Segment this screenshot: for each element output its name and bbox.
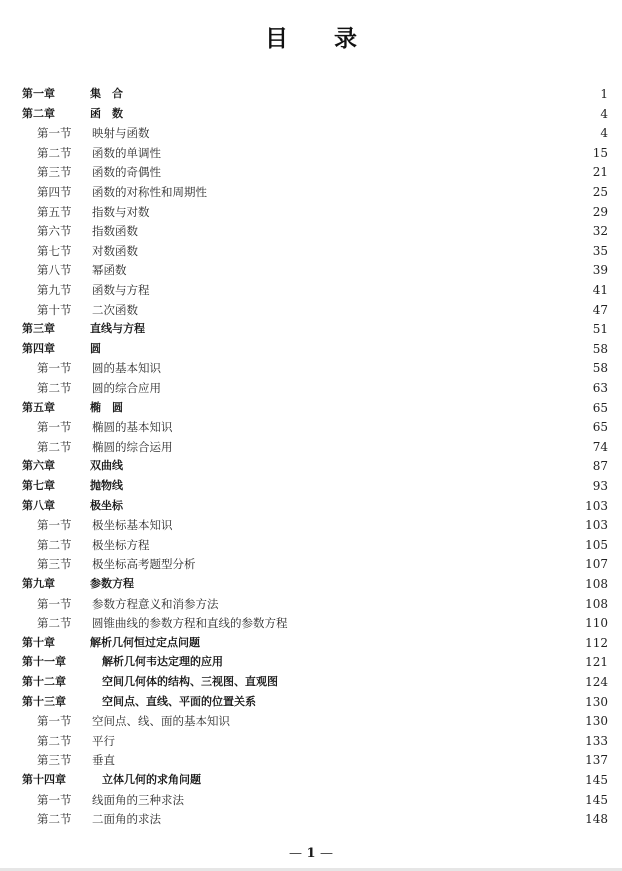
toc-entry-title: 解析几何韦达定理的应用 bbox=[102, 655, 223, 669]
toc-entry-number: 第九章 bbox=[22, 577, 55, 590]
footer-dash-left: — bbox=[288, 846, 302, 861]
toc-entry-number: 第一节 bbox=[37, 126, 72, 141]
dot-leader bbox=[166, 808, 579, 830]
toc-entry-number: 第一节 bbox=[37, 518, 72, 533]
toc-page-number: 15 bbox=[592, 145, 608, 160]
toc-entry-title: 圆 bbox=[90, 341, 101, 355]
toc-page-number: 58 bbox=[592, 361, 608, 376]
toc-page-number: 110 bbox=[585, 616, 608, 631]
toc-entry-title: 空间几何体的结构、三视图、直观图 bbox=[102, 675, 278, 688]
toc-entry-number: 第二章 bbox=[22, 106, 55, 120]
toc-entry-title: 函数的单调性 bbox=[92, 145, 161, 160]
toc-page-number: 4 bbox=[600, 106, 608, 121]
toc-entry-number: 第一节 bbox=[37, 792, 72, 807]
toc-entry-title: 线面角的三种求法 bbox=[92, 792, 184, 807]
toc-entry-title: 直线与方程 bbox=[90, 322, 145, 336]
toc-entry-number: 第十章 bbox=[22, 635, 55, 649]
toc-page-number: 124 bbox=[585, 675, 608, 689]
toc-entry-number: 第一节 bbox=[37, 420, 72, 435]
toc-entry-title: 解析几何恒过定点问题 bbox=[90, 635, 200, 649]
toc-page-number: 51 bbox=[592, 322, 608, 337]
toc-entry-number: 第三章 bbox=[22, 322, 55, 336]
toc-page-number: 25 bbox=[592, 185, 608, 199]
toc-entry-title: 集 合 bbox=[90, 87, 123, 100]
toc-entry-number: 第十节 bbox=[37, 302, 72, 317]
toc-page-number: 103 bbox=[585, 518, 608, 533]
toc-page-number: 65 bbox=[592, 420, 608, 435]
toc-page-number: 107 bbox=[585, 557, 608, 572]
toc-entry-title: 极坐标方程 bbox=[92, 537, 150, 552]
toc-page-number: 137 bbox=[585, 753, 608, 768]
toc-entry-number: 第四章 bbox=[22, 341, 55, 355]
toc-entry-number: 第二节 bbox=[37, 439, 72, 454]
toc-entry-number: 第三节 bbox=[37, 753, 72, 768]
toc-page-number: 121 bbox=[585, 655, 608, 670]
title-char-1: 目 bbox=[265, 26, 288, 52]
toc-entry-label bbox=[37, 808, 161, 830]
toc-page-number: 108 bbox=[585, 596, 608, 611]
toc-entry-number: 第三节 bbox=[37, 557, 72, 572]
toc-entry-title: 二次函数 bbox=[92, 302, 138, 317]
toc-page-number: 47 bbox=[592, 302, 608, 317]
toc-entry-number: 第四节 bbox=[37, 185, 72, 199]
toc-entry-number: 第八节 bbox=[37, 263, 72, 278]
toc-entry-number: 第二节 bbox=[37, 733, 72, 748]
toc-entry-title: 平行 bbox=[92, 733, 115, 748]
toc-entry-title: 空间点、线、面的基本知识 bbox=[92, 714, 230, 729]
toc-entry-title: 极坐标高考题型分析 bbox=[92, 557, 196, 572]
toc-page-number: 148 bbox=[585, 812, 608, 827]
toc-page-number: 65 bbox=[592, 400, 608, 415]
toc-page-number: 133 bbox=[585, 733, 608, 748]
toc-entry-number: 第二节 bbox=[37, 381, 72, 395]
toc-page-number: 29 bbox=[592, 204, 608, 219]
toc-entry-title: 函 数 bbox=[90, 106, 123, 120]
footer-dash-right: — bbox=[320, 846, 334, 861]
toc-entry-title: 函数的奇偶性 bbox=[92, 165, 161, 180]
toc-entry-title: 对数函数 bbox=[92, 243, 138, 258]
toc-entry-number: 第三节 bbox=[37, 165, 72, 180]
toc-entry-title: 参数方程 bbox=[90, 577, 134, 590]
toc-entry-number: 第五章 bbox=[22, 400, 55, 414]
toc-entry-title: 立体几何的求角问题 bbox=[102, 773, 201, 786]
toc-page-number: 41 bbox=[592, 283, 608, 297]
toc-entry-title: 映射与函数 bbox=[92, 126, 150, 141]
toc-section-row[interactable] bbox=[0, 808, 622, 830]
toc-entry-number: 第五节 bbox=[37, 204, 72, 219]
toc-entry-number: 第十三章 bbox=[22, 694, 66, 708]
toc-page-number: 39 bbox=[592, 263, 608, 278]
toc-entry-title: 二面角的求法 bbox=[92, 812, 161, 827]
toc-entry-number: 第六节 bbox=[37, 224, 72, 239]
toc-entry-title: 极坐标基本知识 bbox=[92, 518, 173, 533]
toc-entry-title: 函数的对称性和周期性 bbox=[92, 185, 207, 199]
toc-page-number: 145 bbox=[585, 792, 608, 807]
toc-entry-number: 第十一章 bbox=[22, 655, 66, 669]
toc-entry-title: 垂直 bbox=[92, 753, 115, 768]
toc-entry-title: 椭圆的综合运用 bbox=[92, 439, 173, 454]
toc-entry-number: 第一节 bbox=[37, 714, 72, 729]
toc-entry-number: 第一节 bbox=[37, 596, 72, 611]
toc-entry-number: 第九节 bbox=[37, 283, 72, 297]
toc-entry-number: 第二节 bbox=[37, 145, 72, 160]
toc-entry-title: 抛物线 bbox=[90, 479, 123, 492]
toc-entry-number: 第七节 bbox=[37, 243, 72, 258]
toc-entry-number: 第一章 bbox=[22, 87, 55, 100]
toc-entry-title: 空间点、直线、平面的位置关系 bbox=[102, 694, 256, 708]
toc-entry-title: 圆的基本知识 bbox=[92, 361, 161, 376]
page-title bbox=[0, 20, 622, 53]
toc-page-number: 93 bbox=[592, 479, 608, 493]
toc-entry-title: 椭 圆 bbox=[90, 400, 123, 414]
toc-page-number: 32 bbox=[592, 224, 608, 239]
toc-page-number: 74 bbox=[592, 439, 608, 454]
toc-entry-number: 第十四章 bbox=[22, 773, 66, 786]
toc-entry-number: 第二节 bbox=[37, 537, 72, 552]
title-char-2: 录 bbox=[334, 26, 357, 52]
toc-entry-title: 圆的综合应用 bbox=[92, 381, 161, 395]
toc-entry-number: 第十二章 bbox=[22, 675, 66, 688]
footer-page-number: 1 bbox=[306, 846, 316, 861]
toc-page-number: 130 bbox=[585, 694, 608, 709]
toc-entry-number: 第六章 bbox=[22, 459, 55, 473]
toc-page-number: 130 bbox=[585, 714, 608, 729]
toc-page-number: 145 bbox=[585, 773, 608, 787]
toc-entry-title: 指数与对数 bbox=[92, 204, 150, 219]
toc-page-number: 103 bbox=[585, 498, 608, 513]
toc-entry-title: 幂函数 bbox=[92, 263, 127, 278]
toc-page-number: 63 bbox=[592, 381, 608, 395]
toc-entry-title: 指数函数 bbox=[92, 224, 138, 239]
page-footer bbox=[0, 846, 622, 861]
toc-page-number: 112 bbox=[585, 635, 608, 650]
toc-page-number: 4 bbox=[600, 126, 608, 141]
toc-entry-title: 双曲线 bbox=[90, 459, 123, 473]
toc-page-number: 21 bbox=[592, 165, 608, 180]
toc-entry-number: 第八章 bbox=[22, 498, 55, 512]
toc-page-number: 1 bbox=[600, 87, 608, 101]
toc-entry-title: 函数与方程 bbox=[92, 283, 150, 297]
toc-entry-title: 椭圆的基本知识 bbox=[92, 420, 173, 435]
toc-entry-number: 第二节 bbox=[37, 616, 72, 631]
toc-entry-title: 极坐标 bbox=[90, 498, 123, 512]
toc-entry-title: 参数方程意义和消参方法 bbox=[92, 596, 219, 611]
toc-entry-number: 第七章 bbox=[22, 479, 55, 492]
toc-page-number: 58 bbox=[592, 341, 608, 356]
toc-page-number: 108 bbox=[585, 577, 608, 591]
toc-entry-number: 第一节 bbox=[37, 361, 72, 376]
toc-entry-number: 第二节 bbox=[37, 812, 72, 827]
toc-page-number: 87 bbox=[592, 459, 608, 474]
toc-page-number: 105 bbox=[585, 537, 608, 552]
toc-entry-title: 圆锥曲线的参数方程和直线的参数方程 bbox=[92, 616, 288, 631]
toc-page-number: 35 bbox=[592, 243, 608, 258]
